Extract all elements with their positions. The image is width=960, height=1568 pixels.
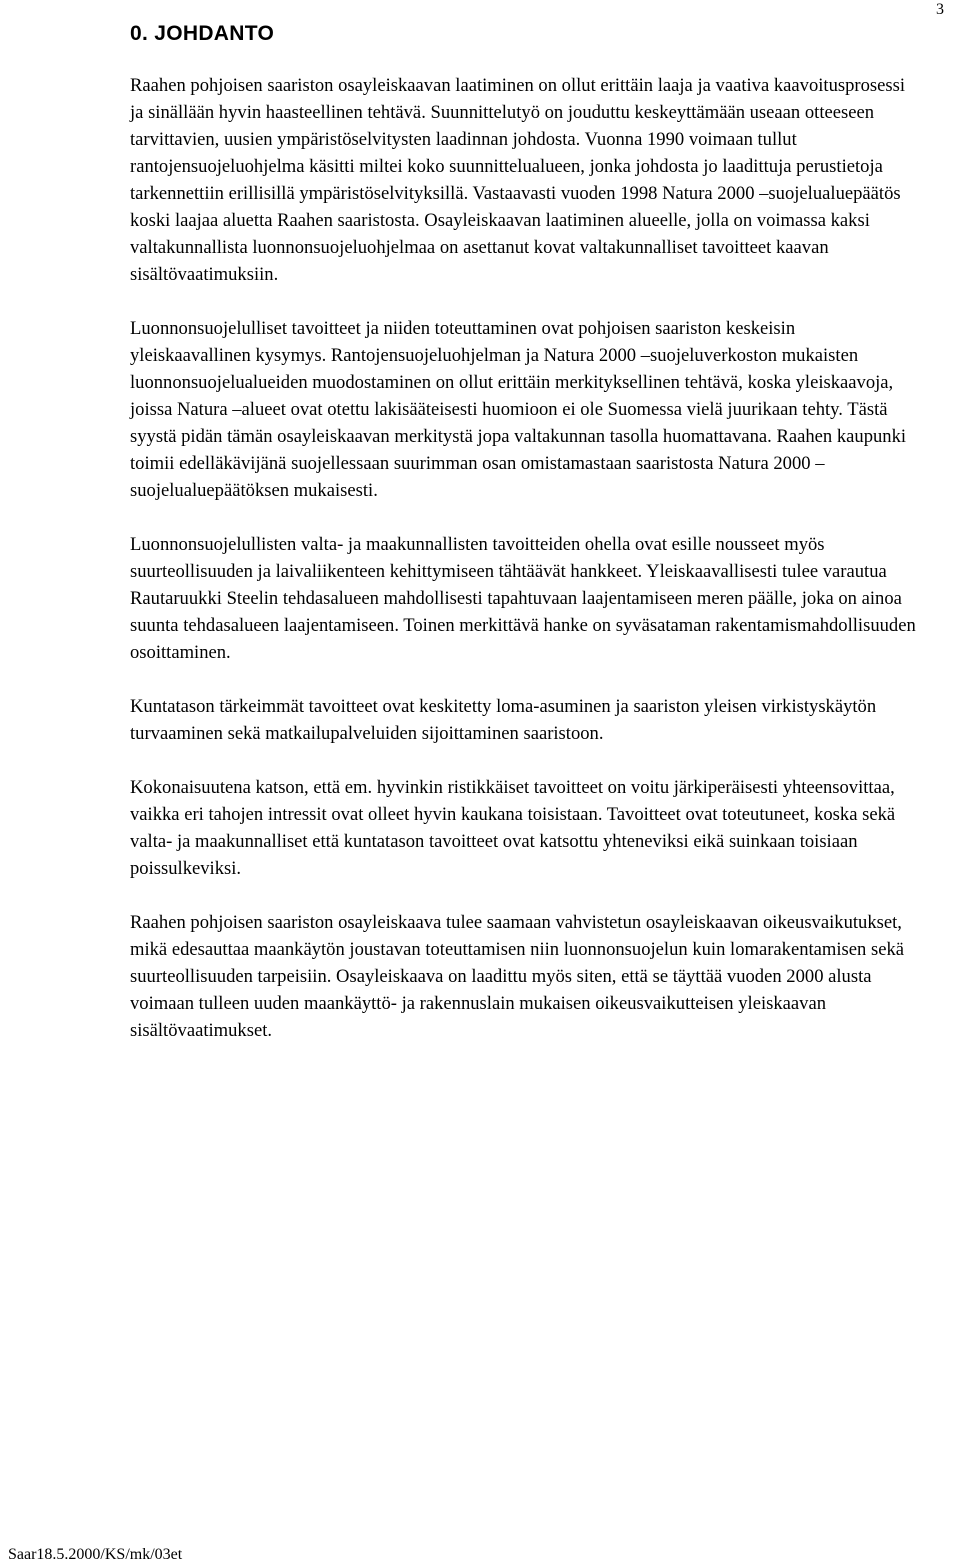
section-heading: 0. JOHDANTO	[130, 22, 275, 45]
paragraph-municipal-goals: Kuntatason tärkeimmät tavoitteet ovat keskitetty loma-asuminen ja saariston yleisen virkistyskäytön turvaaminen sekä matkailupalveluiden sijoittaminen saaristoon.	[130, 696, 877, 744]
paragraph-nature-conservation: Luonnonsuojelulliset tavoitteet ja niiden toteuttaminen ovat pohjoisen saariston keskeisin yleiskaavallinen kysymys. Rantojensuojeluohjelman ja Natura 2000 –suojeluverkoston mukaisten luonnonsuojelualueiden muodostaminen on ollut erittäin merkityksellinen tehtävä, koska yleiskaavoja, joissa Natura –alueet ovat otettu lakisääteisesti huomioon ei ole Suomessa vielä juurikaan tehty. Tästä syystä pidän tämän osayleiskaavan merkitystä jopa valtakunnan tasolla huomattavana. Raahen kaupunki toimii edelläkävijänä suojellessaan suurimman osan omistamastaan saaristosta Natura 2000 –suojelualuepäätöksen mukaisesti.	[130, 318, 907, 501]
document-footer: Saar18.5.2000/KS/mk/03et	[8, 1546, 183, 1563]
paragraph-industry: Luonnonsuojelullisten valta- ja maakunnallisten tavoitteiden ohella ovat esille nousseet myös suurteollisuuden ja laivaliikenteen kehittymiseen tähtäävät hankkeet. Yleiskaavallisesti tulee varautua Rautaruukki Steelin tehdasalueen mahdollisesti tapahtuvaan laajentamiseen meren päälle, joka on ainoa suunta tehdasalueen laajentamiseen. Toinen merkittävä hanke on syväsataman rakentamismahdollisuuden osoittaminen.	[130, 534, 916, 663]
paragraph-legal-effects: Raahen pohjoisen saariston osayleiskaava tulee saamaan vahvistetun osayleiskaavan oikeusvaikutukset, mikä edesauttaa maankäytön joustavan toteuttamisen niin luonnonsuojelun kuin lomarakentamisen sekä suurteollisuuden tarpeisiin. Osayleiskaava on laadittu myös siten, että se täyttää vuoden 2000 alusta voimaan tulleen uuden maankäyttö- ja rakennuslain mukaisen oikeusvaikutteisen yleiskaavan sisältövaatimukset.	[130, 912, 905, 1041]
body-text	[130, 72, 916, 1071]
paragraph-summary: Kokonaisuutena katson, että em. hyvinkin ristikkäiset tavoitteet on voitu järkiperäisesti yhteensovittaa, vaikka eri tahojen intressit ovat olleet hyvin kaukana toisistaan. Tavoitteet ovat toteutuneet, koska sekä valta- ja maakunnalliset että kuntatason tavoitteet ovat katsottu yhteneviksi eikä suinkaan toisiaan poissulkeviksi.	[130, 777, 896, 879]
paragraph-intro: Raahen pohjoisen saariston osayleiskaavan laatiminen on ollut erittäin laaja ja vaativa kaavoitusprosessi ja sinällään hyvin haasteellinen tehtävä. Suunnittelutyö on jouduttu keskeyttämään useaan otteeseen tarvittavien, uusien ympäristöselvitysten laadinnan johdosta. Vuonna 1990 voimaan tullut rantojensuojeluohjelma käsitti miltei koko suunnittelualueen, jonka johdosta jo laadittuja perustietoja tarkennettiin erillisillä ympäristöselvityksillä. Vastaavasti vuoden 1998 Natura 2000 –suojelualuepäätös koski laajaa aluetta Raahen saaristosta. Osayleiskaavan laatiminen alueelle, jolla on voimassa kaksi valtakunnallista luonnonsuojeluohjelmaa on asettanut kovat valtakunnalliset tavoitteet kaavan sisältövaatimuksiin.	[130, 75, 906, 285]
page-number: 3	[936, 1, 944, 18]
